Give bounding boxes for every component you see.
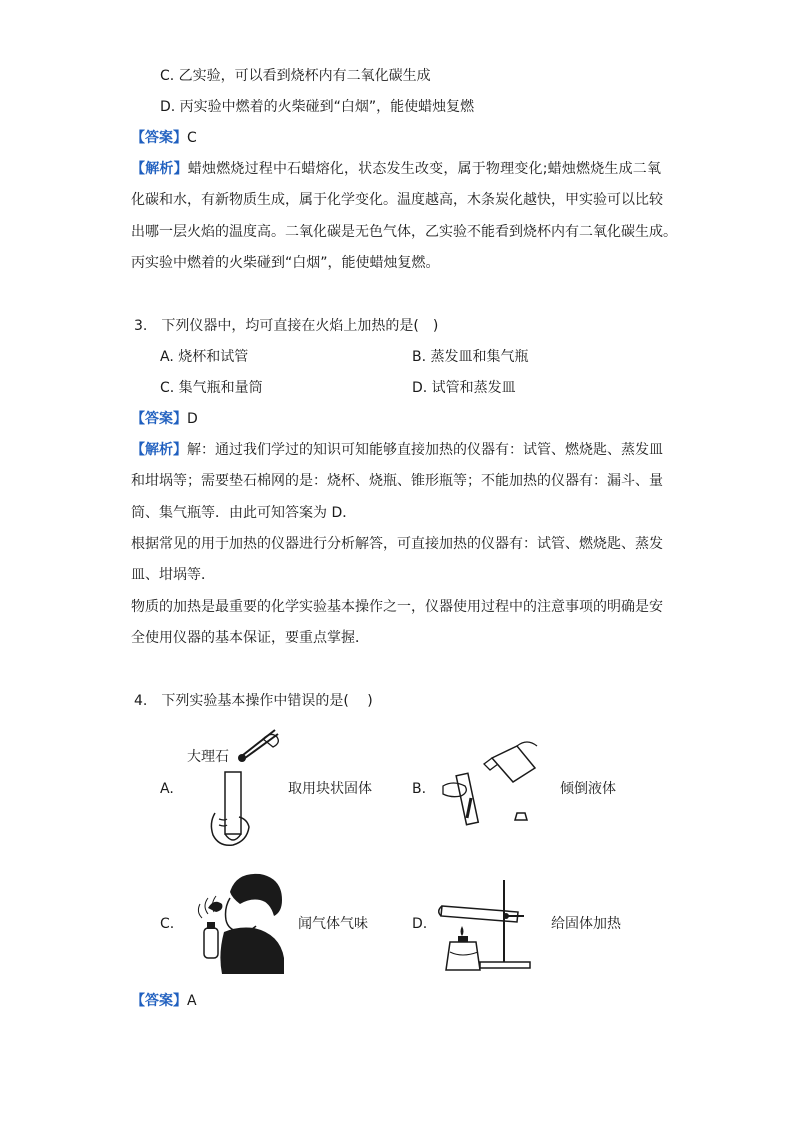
q3-analysis-line-5: 皿、坩埚等．: [131, 567, 215, 583]
q4-option-a-caption: 取用块状固体: [288, 781, 372, 797]
smell-gas-figure: [190, 870, 290, 975]
heat-solid-figure: [436, 876, 546, 974]
answer-tag: 【答案】: [131, 993, 187, 1009]
q2-analysis-line-4: 丙实验中燃着的火柴碰到“白烟”，能使蜡烛复燃。: [131, 255, 440, 271]
q4-stem: 4. 下列实验基本操作中错误的是( ): [134, 693, 373, 709]
q3-analysis-line-6: 物质的加热是最重要的化学实验基本操作之一，仪器使用过程中的注意事项的明确是安: [131, 599, 663, 615]
q3-analysis-line-2: 和坩埚等；需要垫石棉网的是：烧杯、烧瓶、锥形瓶等；不能加热的仪器有：漏斗、量: [131, 473, 663, 489]
q2-option-d: D. 丙实验中燃着的火柴碰到“白烟”，能使蜡烛复燃: [160, 99, 475, 115]
q3-stem: 3. 下列仪器中，均可直接在火焰上加热的是( ): [134, 318, 439, 334]
answer-tag: 【答案】: [131, 411, 187, 427]
q4-option-a-letter: A.: [160, 781, 174, 797]
take-solid-figure: [185, 725, 285, 850]
analysis-tag: 【解析】: [131, 442, 187, 458]
q2-analysis-line-2: 化碳和水，有新物质生成，属于化学变化。温度越高，木条炭化越快，甲实验可以比较: [131, 192, 663, 208]
q2-option-c: C. 乙实验，可以看到烧杯内有二氧化碳生成: [160, 68, 431, 84]
q4-option-c-letter: C.: [160, 916, 175, 932]
q4-option-d-letter: D.: [412, 916, 428, 932]
q2-analysis-line-1: 【解析】蜡烛燃烧过程中石蜡熔化，状态发生改变，属于物理变化;蜡烛燃烧生成二氧: [131, 161, 662, 177]
q3-analysis-line-3: 筒、集气瓶等．由此可知答案为 D．: [131, 505, 357, 521]
q3-option-a: A. 烧杯和试管: [160, 349, 249, 365]
answer-tag: 【答案】: [131, 130, 187, 146]
answer-value: A: [187, 993, 197, 1009]
q3-option-c: C. 集气瓶和量筒: [160, 380, 263, 396]
q3-analysis-line-4: 根据常见的用于加热的仪器进行分析解答，可直接加热的仪器有：试管、燃烧匙、蒸发: [131, 536, 663, 552]
q4-option-d-caption: 给固体加热: [551, 916, 621, 932]
q2-answer: [131, 128, 197, 148]
q4-answer: [131, 991, 197, 1011]
analysis-tag: 【解析】: [131, 161, 188, 177]
q2-analysis-line-3: 出哪一层火焰的温度高。二氧化碳是无色气体，乙实验不能看到烧杯内有二氧化碳生成。: [131, 224, 677, 240]
answer-value: C: [187, 130, 197, 146]
q3-option-b: B. 蒸发皿和集气瓶: [412, 349, 529, 365]
pour-liquid-figure: [437, 738, 547, 833]
marble-label: 大理石: [187, 749, 229, 765]
q4-option-b-caption: 倾倒液体: [560, 781, 616, 797]
q3-option-d: D. 试管和蒸发皿: [412, 380, 516, 396]
answer-value: D: [187, 411, 198, 427]
q3-analysis-line-1: 【解析】解：通过我们学过的知识可知能够直接加热的仪器有：试管、燃烧匙、蒸发皿: [131, 442, 663, 458]
q3-analysis-line-7: 全使用仪器的基本保证，要重点掌握．: [131, 630, 369, 646]
q4-option-b-letter: B.: [412, 781, 427, 797]
q4-option-c-caption: 闻气体气味: [298, 916, 368, 932]
q3-answer: [131, 409, 198, 429]
